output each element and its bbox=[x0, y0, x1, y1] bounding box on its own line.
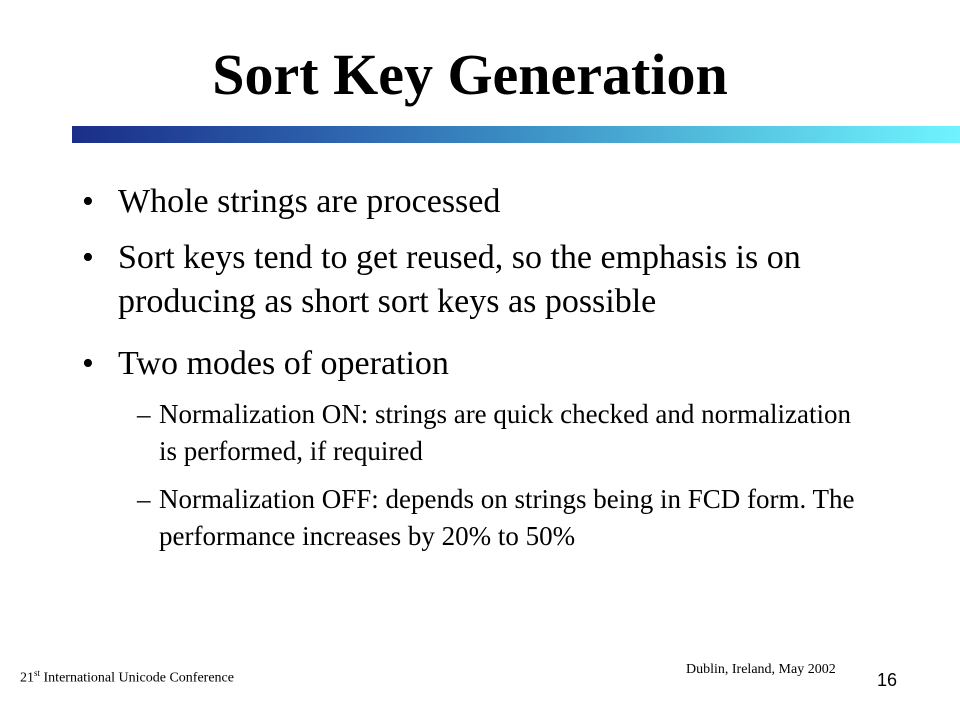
sub-bullet-item bbox=[137, 481, 859, 555]
bullet-item bbox=[82, 342, 878, 386]
footer-location: Dublin, Ireland, May 2002 bbox=[686, 662, 836, 677]
sub-bullet-marker: – bbox=[137, 399, 151, 429]
footer-conference bbox=[20, 668, 234, 687]
bullet-marker: • bbox=[82, 345, 94, 382]
bullet-text: Two modes of operation bbox=[118, 345, 449, 382]
sub-bullet-text: Normalization ON: strings are quick checked and normalization is performed, if required bbox=[159, 399, 852, 466]
sub-bullet-text: Normalization OFF: depends on strings being in FCD form. The performance increases by 20% to 50% bbox=[159, 484, 855, 551]
bullet-marker: • bbox=[82, 183, 94, 220]
bullet-item bbox=[82, 236, 878, 324]
bullet-text: Sort keys tend to get reused, so the emphasis is on producing as short sort keys as possible bbox=[118, 239, 801, 320]
sub-bullet-item bbox=[137, 396, 859, 470]
bullet-item bbox=[82, 180, 878, 224]
sub-bullet-marker: – bbox=[137, 484, 151, 514]
slide-title: Sort Key Generation bbox=[212, 42, 728, 107]
conference-number: 21 bbox=[20, 670, 34, 686]
conference-suffix: st bbox=[34, 668, 41, 678]
bullet-text: Whole strings are processed bbox=[118, 183, 501, 220]
page-number: 16 bbox=[877, 670, 898, 690]
bullet-marker: • bbox=[82, 239, 94, 276]
conference-name: International Unicode Conference bbox=[40, 670, 234, 686]
